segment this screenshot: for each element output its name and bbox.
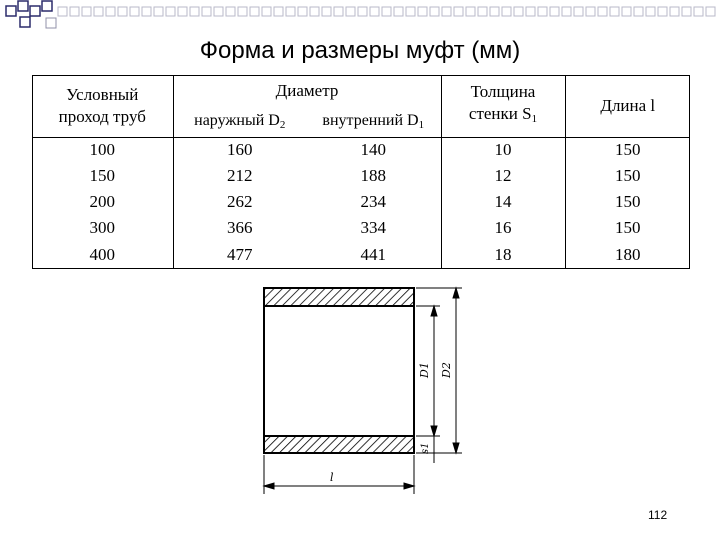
header-diameter: Диаметр bbox=[173, 75, 441, 106]
cell-outer: 366 bbox=[173, 215, 306, 241]
extension-lines bbox=[264, 288, 462, 494]
coupling-dimensions-table bbox=[32, 75, 690, 268]
decorative-square bbox=[166, 7, 175, 16]
decorative-square bbox=[226, 7, 235, 16]
decorative-square bbox=[550, 7, 559, 16]
cell-bore: 150 bbox=[89, 166, 115, 185]
decorative-square bbox=[454, 7, 463, 16]
decorative-square bbox=[70, 7, 79, 16]
cell-length: 180 bbox=[565, 241, 690, 268]
decorative-square bbox=[526, 7, 535, 16]
label-length: l bbox=[330, 471, 334, 484]
decorative-square bbox=[334, 7, 343, 16]
cell-wall: 10 bbox=[441, 137, 565, 163]
decorative-square bbox=[178, 7, 187, 16]
decorative-square bbox=[142, 7, 151, 16]
top-wall-section bbox=[264, 288, 414, 306]
header-wall-sub: 1 bbox=[531, 113, 538, 126]
decorative-square bbox=[634, 7, 643, 16]
decorative-square bbox=[490, 7, 499, 16]
decorative-square bbox=[322, 7, 331, 16]
cell-inner: 234 bbox=[360, 192, 386, 211]
coupling-drawing bbox=[250, 278, 480, 500]
header-wall-line1: Толщина bbox=[470, 82, 536, 102]
decorative-square bbox=[358, 7, 367, 16]
header-nominal-bore-line1: Условный bbox=[66, 84, 139, 104]
decorative-square bbox=[598, 7, 607, 16]
label-outer-diameter: D2 bbox=[440, 362, 453, 378]
table-row bbox=[32, 137, 690, 163]
cell-outer: 212 bbox=[173, 163, 306, 189]
cell-outer: 160 bbox=[173, 137, 306, 163]
decorative-square bbox=[286, 7, 295, 16]
cell-inner: 140 bbox=[360, 140, 386, 160]
cell-length: 150 bbox=[565, 137, 690, 163]
decorative-square bbox=[94, 7, 103, 16]
cell-length: 150 bbox=[565, 189, 690, 215]
decorative-square bbox=[610, 7, 619, 16]
label-inner-diameter: D1 bbox=[418, 362, 431, 378]
slide-title: Форма и размеры муфт (мм) bbox=[199, 37, 521, 64]
header-inner-text: внутренний D bbox=[322, 111, 419, 129]
cell-bore: 300 bbox=[89, 218, 115, 237]
decorative-square bbox=[214, 7, 223, 16]
decorative-square bbox=[58, 7, 67, 16]
table-row bbox=[32, 189, 690, 215]
cell-wall: 14 bbox=[441, 189, 565, 215]
decorative-square bbox=[670, 7, 679, 16]
cell-outer: 262 bbox=[173, 189, 306, 215]
page-number: 112 bbox=[648, 508, 668, 522]
header-outer-text: наружный D bbox=[194, 111, 280, 129]
decorative-square bbox=[190, 7, 199, 16]
decorative-squares bbox=[0, 0, 720, 40]
cell-wall: 12 bbox=[441, 163, 565, 189]
cell-inner: 441 bbox=[360, 244, 386, 264]
decorative-square bbox=[562, 7, 571, 16]
decorative-square bbox=[394, 7, 403, 16]
header-wall-thickness bbox=[441, 75, 565, 137]
decorative-square bbox=[658, 7, 667, 16]
decorative-square bbox=[706, 7, 715, 16]
cell-wall: 18 bbox=[441, 241, 565, 268]
decorative-square bbox=[310, 7, 319, 16]
cell-bore: 200 bbox=[89, 192, 115, 211]
decorative-square bbox=[250, 7, 259, 16]
decorative-square bbox=[382, 7, 391, 16]
decorative-square bbox=[406, 7, 415, 16]
decorative-square bbox=[478, 7, 487, 16]
decorative-square bbox=[298, 7, 307, 16]
header-wall-line2: стенки S bbox=[468, 104, 532, 124]
cell-outer: 477 bbox=[173, 241, 306, 268]
label-wall: s1 bbox=[420, 442, 431, 454]
header-inner-sub: 1 bbox=[418, 118, 425, 131]
decorative-square bbox=[82, 7, 91, 16]
cell-bore: 400 bbox=[89, 244, 115, 264]
decorative-square bbox=[586, 7, 595, 16]
decorative-square bbox=[130, 7, 139, 16]
bottom-wall-section bbox=[264, 436, 414, 453]
decorative-square bbox=[538, 7, 547, 16]
decorative-square bbox=[106, 7, 115, 16]
cell-bore: 100 bbox=[89, 140, 115, 160]
dimension-lines bbox=[264, 288, 459, 489]
decorative-square bbox=[430, 7, 439, 16]
header-length: Длина l bbox=[565, 75, 690, 137]
decorative-square bbox=[502, 7, 511, 16]
cell-length: 150 bbox=[565, 215, 690, 241]
header-nominal-bore-line2: проход труб bbox=[58, 106, 146, 126]
decorative-square bbox=[694, 7, 703, 16]
decorative-square bbox=[202, 7, 211, 16]
decorative-square bbox=[682, 7, 691, 16]
decorative-square bbox=[574, 7, 583, 16]
decorative-square bbox=[466, 7, 475, 16]
decorative-square bbox=[370, 7, 379, 16]
decorative-square bbox=[346, 7, 355, 16]
cell-wall: 16 bbox=[441, 215, 565, 241]
table-row bbox=[32, 215, 690, 241]
coupling-body bbox=[264, 288, 414, 453]
cell-inner: 334 bbox=[360, 218, 386, 237]
table-row bbox=[32, 163, 690, 189]
cell-length: 150 bbox=[565, 163, 690, 189]
decorative-square bbox=[274, 7, 283, 16]
decorative-square bbox=[514, 7, 523, 16]
decorative-square bbox=[238, 7, 247, 16]
table-row bbox=[32, 241, 690, 268]
decorative-square bbox=[418, 7, 427, 16]
decorative-square bbox=[262, 7, 271, 16]
decorative-square bbox=[442, 7, 451, 16]
decorative-square bbox=[646, 7, 655, 16]
header-inner-diameter bbox=[306, 106, 441, 137]
header-outer-diameter bbox=[173, 106, 306, 137]
decorative-square bbox=[622, 7, 631, 16]
header-outer-sub: 2 bbox=[279, 118, 286, 131]
cell-inner: 188 bbox=[360, 166, 386, 185]
header-nominal-bore bbox=[32, 75, 173, 137]
decorative-square bbox=[154, 7, 163, 16]
decorative-square bbox=[118, 7, 127, 16]
